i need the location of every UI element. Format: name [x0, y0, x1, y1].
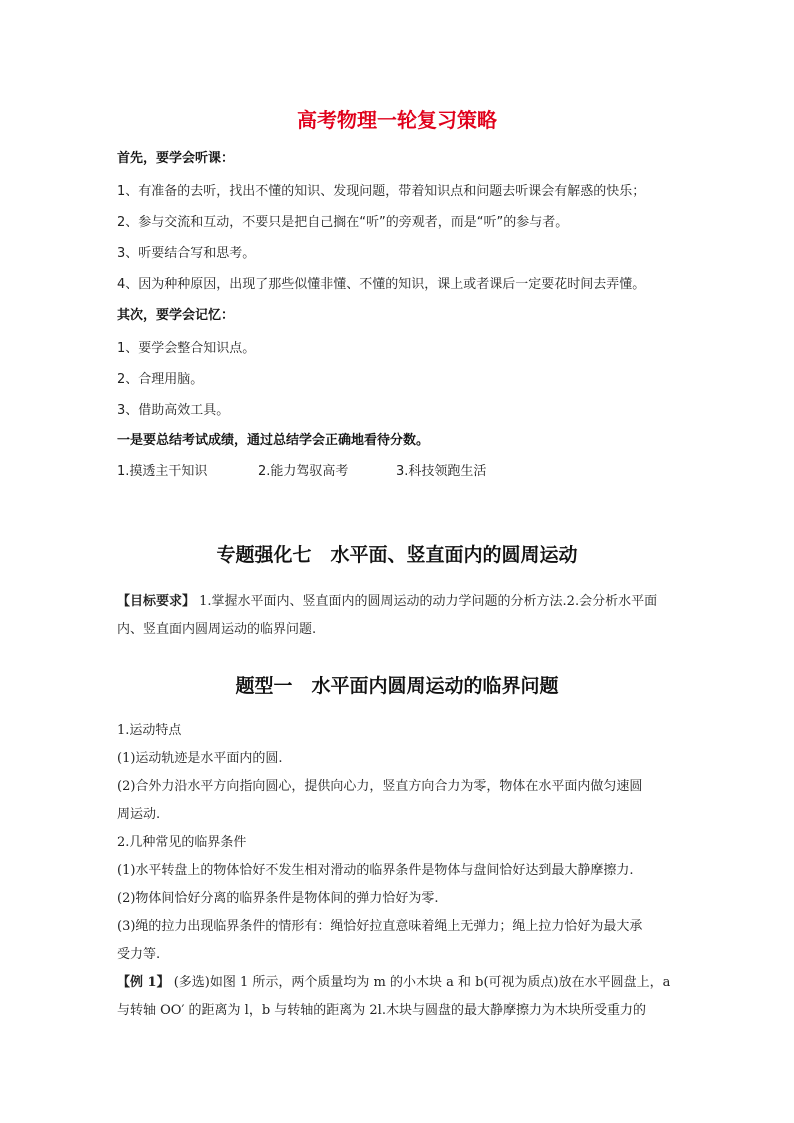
section-line-8: (3)绳的拉力出现临界条件的情形有：绳恰好拉直意味着绳上无弹力；绳上拉力恰好为最大承	[117, 919, 643, 934]
section-line-5: 2.几种常见的临界条件	[117, 835, 247, 850]
summary-item-1: 1.摸透主干知识	[117, 464, 208, 479]
listen-item-2: 2、参与交流和互动，不要只是把自己搁在“听”的旁观者，而是“听”的参与者。	[117, 215, 569, 230]
summary-heading: 一是要总结考试成绩，通过总结学会正确地看待分数。	[117, 433, 430, 448]
requirement-tag: 【目标要求】	[117, 594, 196, 609]
listen-item-1: 1、有准备的去听，找出不懂的知识、发现问题，带着知识点和问题去听课会有解惑的快乐；	[117, 184, 646, 199]
memory-item-3: 3、借助高效工具。	[117, 403, 230, 418]
section-line-3: (2)合外力沿水平方向指向圆心，提供向心力，竖直方向合力为零，物体在水平面内做匀速圆	[117, 779, 643, 794]
section-line-2: (1)运动轨迹是水平面内的圆.	[117, 751, 283, 766]
topic-title: 专题强化七 水平面、竖直面内的圆周运动	[216, 544, 578, 566]
section-line-4: 周运动.	[117, 807, 161, 822]
summary-item-2: 2.能力驾驭高考	[258, 464, 349, 479]
requirement-line-1	[117, 590, 657, 609]
requirement-text-1: 1.掌握水平面内、竖直面内的圆周运动的动力学问题的分析方法.2.会分析水平面	[195, 594, 658, 609]
section-line-1: 1.运动特点	[117, 723, 182, 738]
memory-heading: 其次，要学会记忆：	[117, 308, 235, 323]
example-text-1: (多选)如图 1 所示，两个质量均为 m 的小木块 a 和 b(可视为质点)放在水平圆盘上，a	[169, 975, 671, 990]
listen-item-4: 4、因为种种原因，出现了那些似懂非懂、不懂的知识，课上或者课后一定要花时间去弄懂。	[117, 277, 646, 292]
example-tag: 【例 1】	[117, 975, 170, 990]
listen-item-3: 3、听要结合写和思考。	[117, 246, 256, 261]
summary-item-3: 3.科技领跑生活	[396, 464, 487, 479]
example-line-2: 与转轴 OO′ 的距离为 l，b 与转轴的距离为 2l.木块与圆盘的最大静摩擦力为木块所受重力的	[117, 1003, 646, 1018]
memory-item-2: 2、合理用脑。	[117, 372, 204, 387]
section-line-6: (1)水平转盘上的物体恰好不发生相对滑动的临界条件是物体与盘间恰好达到最大静摩擦力.	[117, 863, 634, 878]
listen-heading: 首先，要学会听课：	[117, 151, 235, 166]
strategy-title: 高考物理一轮复习策略	[297, 108, 497, 132]
section-title: 题型一 水平面内圆周运动的临界问题	[235, 675, 559, 697]
section-line-9: 受力等.	[117, 947, 161, 962]
section-line-7: (2)物体间恰好分离的临界条件是物体间的弹力恰好为零.	[117, 891, 439, 906]
memory-item-1: 1、要学会整合知识点。	[117, 341, 256, 356]
example-line-1	[117, 971, 670, 990]
requirement-line-2: 内、竖直面内圆周运动的临界问题.	[117, 622, 317, 637]
